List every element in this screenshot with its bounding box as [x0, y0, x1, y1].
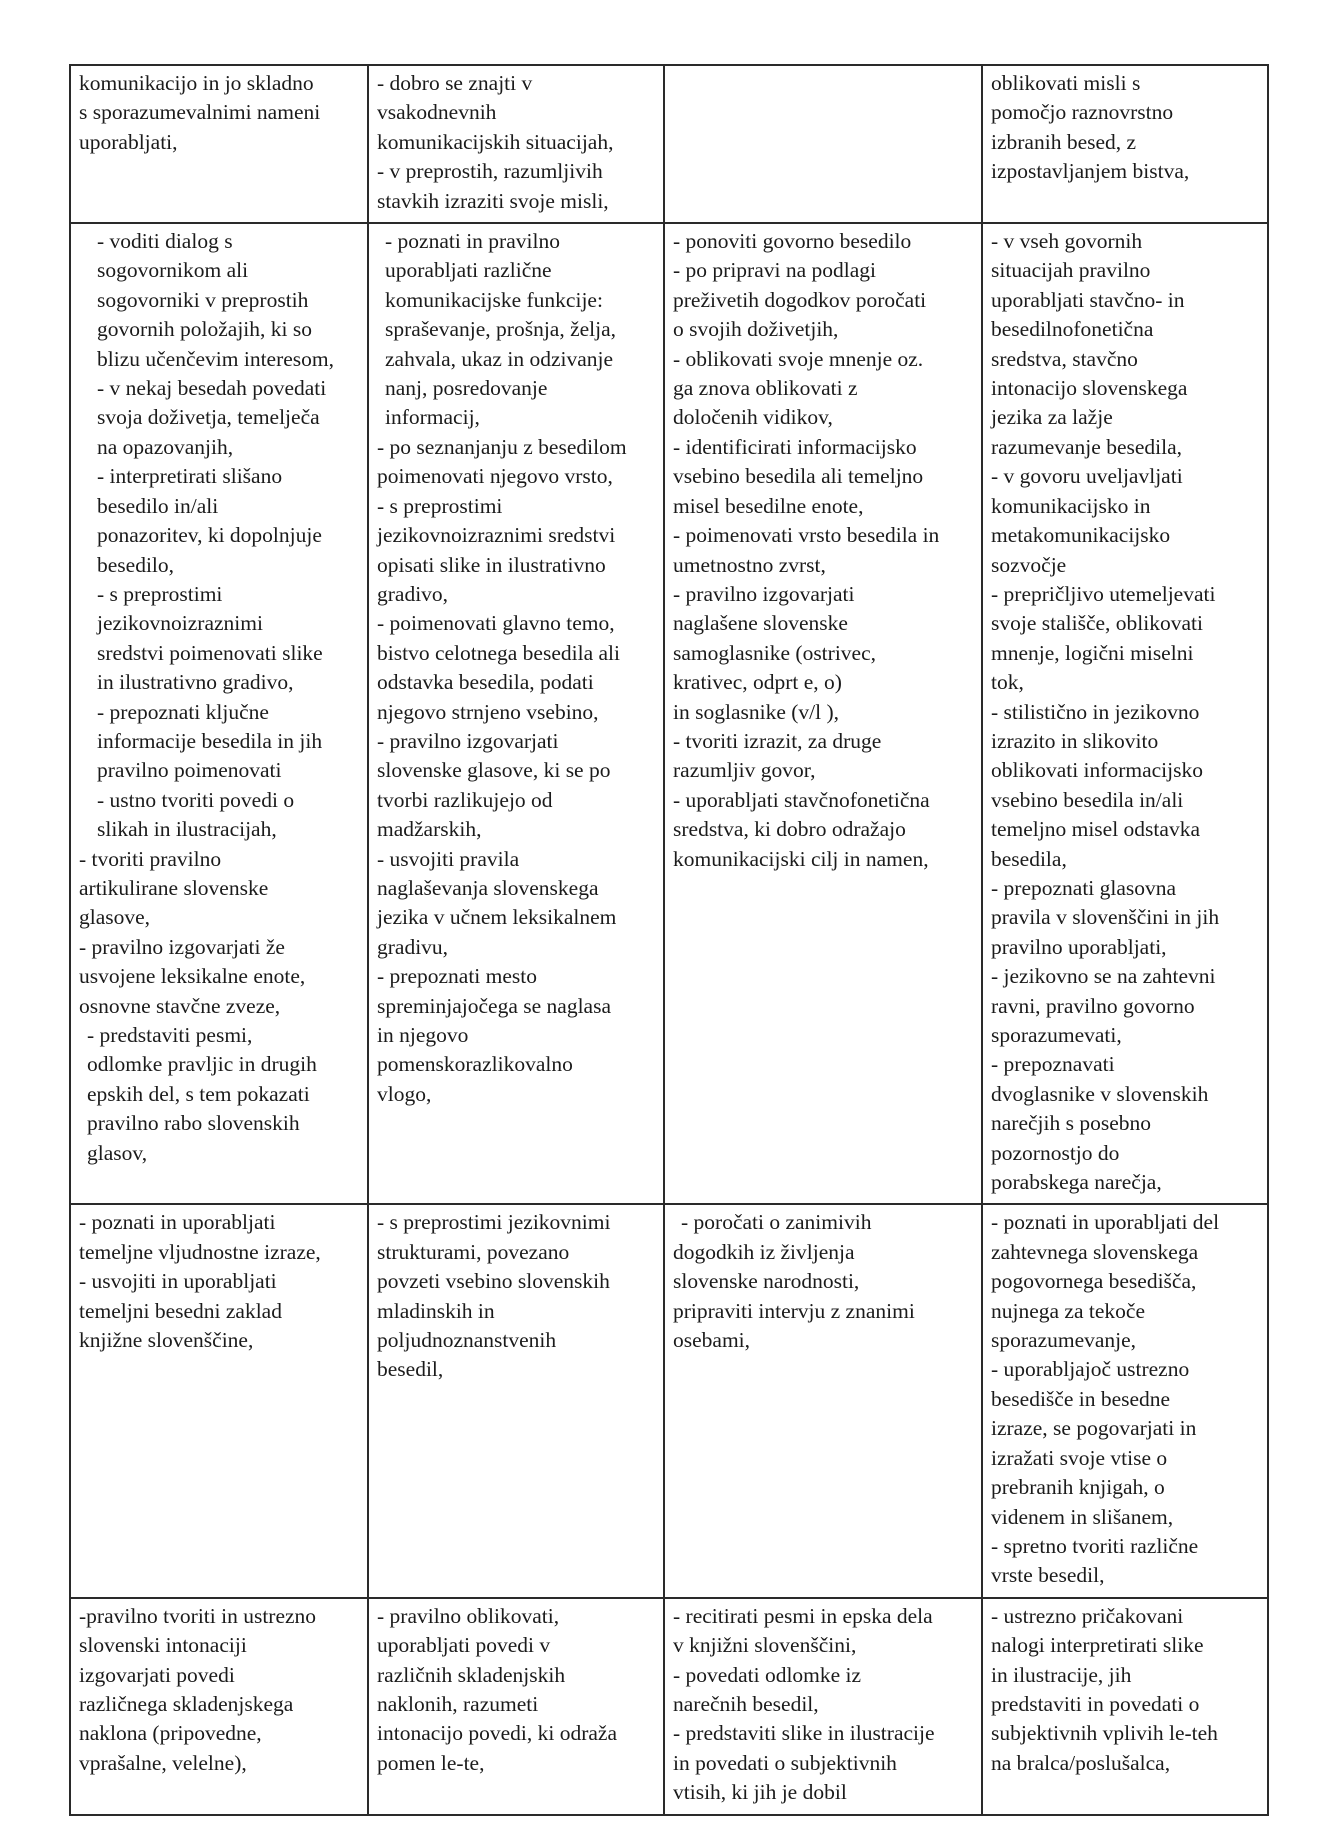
cell-text-line: različnega skladenjskega	[79, 1691, 294, 1716]
cell-text-line: intonacijo povedi, ki odraža	[377, 1721, 618, 1746]
cell-text-line: gradivo,	[377, 581, 449, 606]
cell-text-line: madžarskih,	[377, 817, 482, 842]
table-cell	[368, 65, 664, 223]
cell-text-line: tok,	[991, 670, 1024, 695]
cell-text-line: komunikacijskih situacijah,	[377, 129, 614, 154]
cell-text-line: različnih skladenjskih	[377, 1662, 566, 1687]
cell-text-line: slovenski intonaciji	[79, 1633, 247, 1658]
cell-text-line: - s preprostimi jezikovnimi	[377, 1210, 611, 1235]
cell-text-line: odlomke pravljic in drugih	[87, 1052, 317, 1077]
cell-text-line: in ilustrativno gradivo,	[97, 670, 294, 695]
table-cell	[982, 65, 1268, 223]
table-cell	[70, 1204, 368, 1597]
table-cell	[982, 1204, 1268, 1597]
cell-text-line: - usvojiti in uporabljati	[79, 1269, 277, 1294]
cell-text-line: besedilnofonetična	[991, 317, 1154, 342]
cell-text-line: komunikacijske funkcije:	[385, 287, 603, 312]
cell-text-line: vrste besedil,	[991, 1563, 1105, 1588]
cell-text-line: metakomunikacijsko	[991, 523, 1171, 548]
cell-text-line: - poročati o zanimivih	[681, 1210, 872, 1235]
cell-text-line: samoglasnike (ostrivec,	[673, 640, 877, 665]
cell-text-line: nanj, posredovanje	[385, 376, 548, 401]
cell-text-line: temeljno misel odstavka	[991, 817, 1200, 842]
table-body	[70, 65, 1268, 1815]
cell-text-line: uporabljati povedi v	[377, 1633, 551, 1658]
cell-text-line: pozornostjo do	[991, 1140, 1120, 1165]
cell-text-line: - po pripravi na podlagi	[673, 258, 877, 283]
cell-text-line: glasov,	[87, 1140, 148, 1165]
table-cell	[982, 223, 1268, 1204]
table-cell	[368, 223, 664, 1204]
cell-text-line: - povedati odlomke iz	[673, 1662, 862, 1687]
cell-text-line: določenih vidikov,	[673, 405, 833, 430]
cell-text-line: predstaviti in povedati o	[991, 1691, 1200, 1716]
cell-text-line: - poznati in uporabljati del	[991, 1210, 1220, 1235]
cell-text-line: - tvoriti izrazit, za druge	[673, 728, 882, 753]
cell-text-line: oblikovati informacijsko	[991, 758, 1203, 783]
cell-text-line: intonacijo slovenskega	[991, 376, 1188, 401]
cell-text-line: - usvojiti pravila	[377, 846, 520, 871]
cell-text-line: poimenovati njegovo vrsto,	[377, 464, 613, 489]
cell-text-line: - predstaviti pesmi,	[87, 1023, 253, 1047]
cell-text-line: zahtevnega slovenskega	[991, 1239, 1199, 1264]
cell-text-line: tvorbi razlikujejo od	[377, 787, 553, 812]
cell-text-line: jezikovnoizraznimi	[97, 611, 263, 636]
cell-text-line: - v govoru uveljavljati	[991, 464, 1183, 489]
cell-text-line: - ponoviti govorno besedilo	[673, 229, 912, 254]
cell-text-line: ravni, pravilno govorno	[991, 993, 1195, 1018]
cell-text-line: naglaševanja slovenskega	[377, 875, 599, 900]
cell-text-line: sogovornikom ali	[97, 258, 249, 283]
cell-text-line: dvoglasnike v slovenskih	[991, 1081, 1209, 1106]
cell-text-line: in soglasnike (v/l ),	[673, 699, 840, 724]
cell-text-line: - uporabljati stavčnofonetična	[673, 787, 930, 812]
cell-text-line: usvojene leksikalne enote,	[79, 964, 306, 989]
table-cell	[70, 65, 368, 223]
cell-text-line: izraze, se pogovarjati in	[991, 1416, 1197, 1441]
table-row	[70, 1204, 1268, 1597]
cell-text-line: s sporazumevalnimi nameni	[79, 100, 321, 125]
table-row	[70, 65, 1268, 223]
cell-text-line: v knjižni slovenščini,	[673, 1633, 857, 1658]
cell-text-line: ga znova oblikovati z	[673, 376, 858, 401]
table-cell	[664, 1204, 982, 1597]
cell-text-line: naklonih, razumeti	[377, 1691, 539, 1716]
cell-text-line: vlogo,	[377, 1081, 432, 1106]
cell-text-line: temeljne vljudnostne izraze,	[79, 1239, 321, 1264]
cell-text-line: misel besedilne enote,	[673, 493, 864, 518]
cell-text-line: blizu učenčevim interesom,	[97, 346, 335, 371]
table-cell	[368, 1204, 664, 1597]
cell-text-line: pravilno uporabljati,	[991, 934, 1167, 959]
cell-text-line: - ustrezno pričakovani	[991, 1603, 1184, 1628]
cell-text-line: - stilistično in jezikovno	[991, 699, 1200, 724]
cell-text-line: artikulirane slovenske	[79, 875, 269, 900]
cell-text-line: -pravilno tvoriti in ustrezno	[79, 1603, 317, 1628]
cell-text-line: krativec, odprt e, o)	[673, 670, 842, 695]
cell-text-line: narečnih besedil,	[673, 1691, 819, 1716]
cell-text-line: - poimenovati glavno temo,	[377, 611, 615, 636]
cell-text-line: svoja doživetja, temelječa	[97, 405, 320, 430]
cell-text-line: jezika v učnem leksikalnem	[377, 905, 617, 930]
cell-text-line: odstavka besedila, podati	[377, 670, 594, 695]
cell-text-line: vtisih, ki jih je dobil	[673, 1780, 847, 1805]
cell-text-line: videnem in slišanem,	[991, 1504, 1174, 1529]
cell-text-line: svoje stališče, oblikovati	[991, 611, 1203, 636]
cell-text-line: slovenske narodnosti,	[673, 1269, 860, 1294]
cell-text-line: - pravilno oblikovati,	[377, 1603, 560, 1628]
cell-text-line: narečjih s posebno	[991, 1111, 1152, 1136]
cell-text-line: uporabljati,	[79, 129, 178, 154]
cell-text-line: opisati slike in ilustrativno	[377, 552, 606, 577]
cell-text-line: - prepoznati mesto	[377, 964, 538, 989]
cell-text-line: - poznati in uporabljati	[79, 1210, 276, 1235]
cell-text-line: jezikovnoizraznimi sredstvi	[377, 523, 616, 548]
cell-text-line: izbranih besed, z	[991, 129, 1137, 154]
cell-text-line: slovenske glasove, ki se po	[377, 758, 611, 783]
cell-text-line: besedilo,	[97, 552, 175, 577]
cell-text-line: uporabljati različne	[385, 258, 552, 283]
table-cell	[368, 1598, 664, 1815]
cell-text-line: pravilno poimenovati	[97, 758, 282, 783]
cell-text-line: spreminjajočega se naglasa	[377, 993, 612, 1018]
cell-text-line: prebranih knjigah, o	[991, 1475, 1165, 1500]
cell-text-line: - tvoriti pravilno	[79, 846, 222, 871]
cell-text-line: pravila v slovenščini in jih	[991, 905, 1220, 930]
cell-text-line: pomočjo raznovrstno	[991, 100, 1174, 125]
cell-text-line: besedilo in/ali	[97, 493, 219, 518]
cell-text-line: strukturami, povezano	[377, 1239, 570, 1264]
cell-text-line: - pravilno izgovarjati že	[79, 934, 285, 959]
cell-text-line: informacije besedila in jih	[97, 728, 323, 753]
cell-text-line: besedil,	[377, 1357, 444, 1382]
cell-text-line: mnenje, logični miselni	[991, 640, 1194, 665]
cell-text-line: pripraviti intervju z znanimi	[673, 1298, 915, 1323]
cell-text-line: preživetih dogodkov poročati	[673, 287, 927, 312]
cell-text-line: poljudnoznanstvenih	[377, 1328, 557, 1353]
table-cell	[70, 223, 368, 1204]
cell-text-line: informacij,	[385, 405, 480, 430]
cell-text-line: - recitirati pesmi in epska dela	[673, 1603, 933, 1628]
cell-text-line: osnovne stavčne zveze,	[79, 993, 281, 1018]
cell-text-line: bistvo celotnega besedila ali	[377, 640, 620, 665]
cell-text-line: komunikacijo in jo skladno	[79, 71, 314, 95]
cell-text-line: pogovornega besedišča,	[991, 1269, 1197, 1294]
cell-text-line: gradivu,	[377, 934, 449, 959]
cell-text-line: sredstvi poimenovati slike	[97, 640, 323, 665]
cell-text-line: temeljni besedni zaklad	[79, 1298, 282, 1323]
cell-text-line: sredstva, ki dobro odražajo	[673, 817, 906, 842]
cell-text-line: o svojih doživetjih,	[673, 317, 839, 342]
cell-text-line: - v vseh govornih	[991, 229, 1143, 254]
cell-text-line: epskih del, s tem pokazati	[87, 1081, 310, 1106]
cell-text-line: izražati svoje vtise o	[991, 1445, 1168, 1470]
cell-text-line: sporazumevati,	[991, 1023, 1122, 1047]
cell-text-line: na opazovanjih,	[97, 434, 234, 459]
cell-text-line: porabskega narečja,	[991, 1170, 1162, 1195]
cell-text-line: - prepoznavati	[991, 1052, 1115, 1077]
cell-text-line: - jezikovno se na zahtevni	[991, 964, 1216, 989]
cell-text-line: - v preprostih, razumljivih	[377, 159, 603, 184]
cell-text-line: - s preprostimi	[97, 581, 223, 606]
cell-text-line: - poznati in pravilno	[385, 229, 560, 254]
cell-text-line: dogodkih iz življenja	[673, 1239, 855, 1264]
cell-text-line: - prepričljivo utemeljevati	[991, 581, 1216, 606]
cell-text-line: - po seznanjanju z besedilom	[377, 434, 627, 459]
table-row	[70, 1598, 1268, 1815]
cell-text-line: subjektivnih vplivih le-teh	[991, 1721, 1218, 1746]
cell-text-line: povzeti vsebino slovenskih	[377, 1269, 610, 1294]
cell-text-line: stavkih izraziti svoje misli,	[377, 188, 609, 213]
table-cell	[982, 1598, 1268, 1815]
table-cell	[664, 65, 982, 223]
cell-text-line: nujnega za tekoče	[991, 1298, 1145, 1323]
cell-text-line: - prepoznati glasovna	[991, 875, 1177, 900]
cell-text-line: ponazoritev, ki dopolnjuje	[97, 523, 322, 548]
cell-text-line: vprašalne, velelne),	[79, 1750, 247, 1775]
cell-text-line: in njegovo	[377, 1023, 469, 1047]
cell-text-line: mladinskih in	[377, 1298, 495, 1323]
curriculum-table	[69, 64, 1269, 1816]
cell-text-line: - pravilno izgovarjati	[673, 581, 855, 606]
cell-text-line: pravilno rabo slovenskih	[87, 1111, 300, 1136]
cell-text-line: zahvala, ukaz in odzivanje	[385, 346, 614, 371]
cell-text-line: oblikovati misli s	[991, 71, 1141, 95]
cell-text-line: jezika za lažje	[991, 405, 1113, 430]
cell-text-line: sogovorniki v preprostih	[97, 287, 309, 312]
cell-text-line: vsakodnevnih	[377, 100, 497, 125]
cell-text-line: razumevanje besedila,	[991, 434, 1183, 459]
cell-text-line: in ilustracije, jih	[991, 1662, 1132, 1687]
cell-text-line: glasove,	[79, 905, 151, 930]
cell-text-line: - pravilno izgovarjati	[377, 728, 559, 753]
cell-text-line: besedišče in besedne	[991, 1386, 1171, 1411]
cell-text-line: pomenskorazlikovalno	[377, 1052, 573, 1077]
cell-text-line: umetnostno zvrst,	[673, 552, 826, 577]
cell-text-line: pomen le-te,	[377, 1750, 485, 1775]
cell-text-line: - interpretirati slišano	[97, 464, 283, 489]
cell-text-line: komunikacijsko in	[991, 493, 1151, 518]
cell-text-line: sredstva, stavčno	[991, 346, 1138, 371]
cell-text-line: komunikacijski cilj in namen,	[673, 846, 929, 871]
cell-text-line: razumljiv govor,	[673, 758, 816, 783]
cell-text-line: naglašene slovenske	[673, 611, 848, 636]
cell-text-line: - identificirati informacijsko	[673, 434, 917, 459]
cell-text-line: - prepoznati ključne	[97, 699, 269, 724]
cell-text-line: izpostavljanjem bistva,	[991, 159, 1190, 184]
cell-text-line: sporazumevanje,	[991, 1328, 1137, 1353]
cell-text-line: spraševanje, prošnja, želja,	[385, 317, 617, 342]
cell-text-line: izrazito in slikovito	[991, 728, 1159, 753]
table-cell	[70, 1598, 368, 1815]
cell-text-line: situacijah pravilno	[991, 258, 1151, 283]
cell-text-line: - oblikovati svoje mnenje oz.	[673, 346, 924, 371]
cell-text-line: in povedati o subjektivnih	[673, 1750, 897, 1775]
cell-text-line: - s preprostimi	[377, 493, 503, 518]
cell-text-line: vsebino besedila ali temeljno	[673, 464, 924, 489]
cell-text-line: vsebino besedila in/ali	[991, 787, 1184, 812]
cell-text-line: sozvočje	[991, 552, 1067, 577]
cell-text-line: - voditi dialog s	[97, 229, 233, 254]
cell-text-line: - uporabljajoč ustrezno	[991, 1357, 1190, 1382]
cell-text-line: naklona (pripovedne,	[79, 1721, 262, 1746]
cell-text-line: osebami,	[673, 1328, 751, 1353]
cell-text-line: - dobro se znajti v	[377, 71, 533, 95]
cell-text-line: govornih položajih, ki so	[97, 317, 312, 342]
cell-text-line: slikah in ilustracijah,	[97, 817, 277, 842]
table-cell	[664, 1598, 982, 1815]
table-cell	[664, 223, 982, 1204]
cell-text-line: - ustno tvoriti povedi o	[97, 787, 295, 812]
table-row	[70, 223, 1268, 1204]
cell-text-line: - poimenovati vrsto besedila in	[673, 523, 940, 548]
cell-text-line: nalogi interpretirati slike	[991, 1633, 1204, 1658]
cell-text-line: - v nekaj besedah povedati	[97, 376, 327, 401]
cell-text-line: besedila,	[991, 846, 1067, 871]
cell-text-line: na bralca/poslušalca,	[991, 1750, 1171, 1775]
cell-text-line: uporabljati stavčno- in	[991, 287, 1185, 312]
cell-text-line: njegovo strnjeno vsebino,	[377, 699, 599, 724]
cell-text-line: - spretno tvoriti različne	[991, 1533, 1199, 1558]
cell-text-line: izgovarjati povedi	[79, 1662, 235, 1687]
cell-text-line: - predstaviti slike in ilustracije	[673, 1721, 935, 1746]
cell-text-line: knjižne slovenščine,	[79, 1328, 254, 1353]
